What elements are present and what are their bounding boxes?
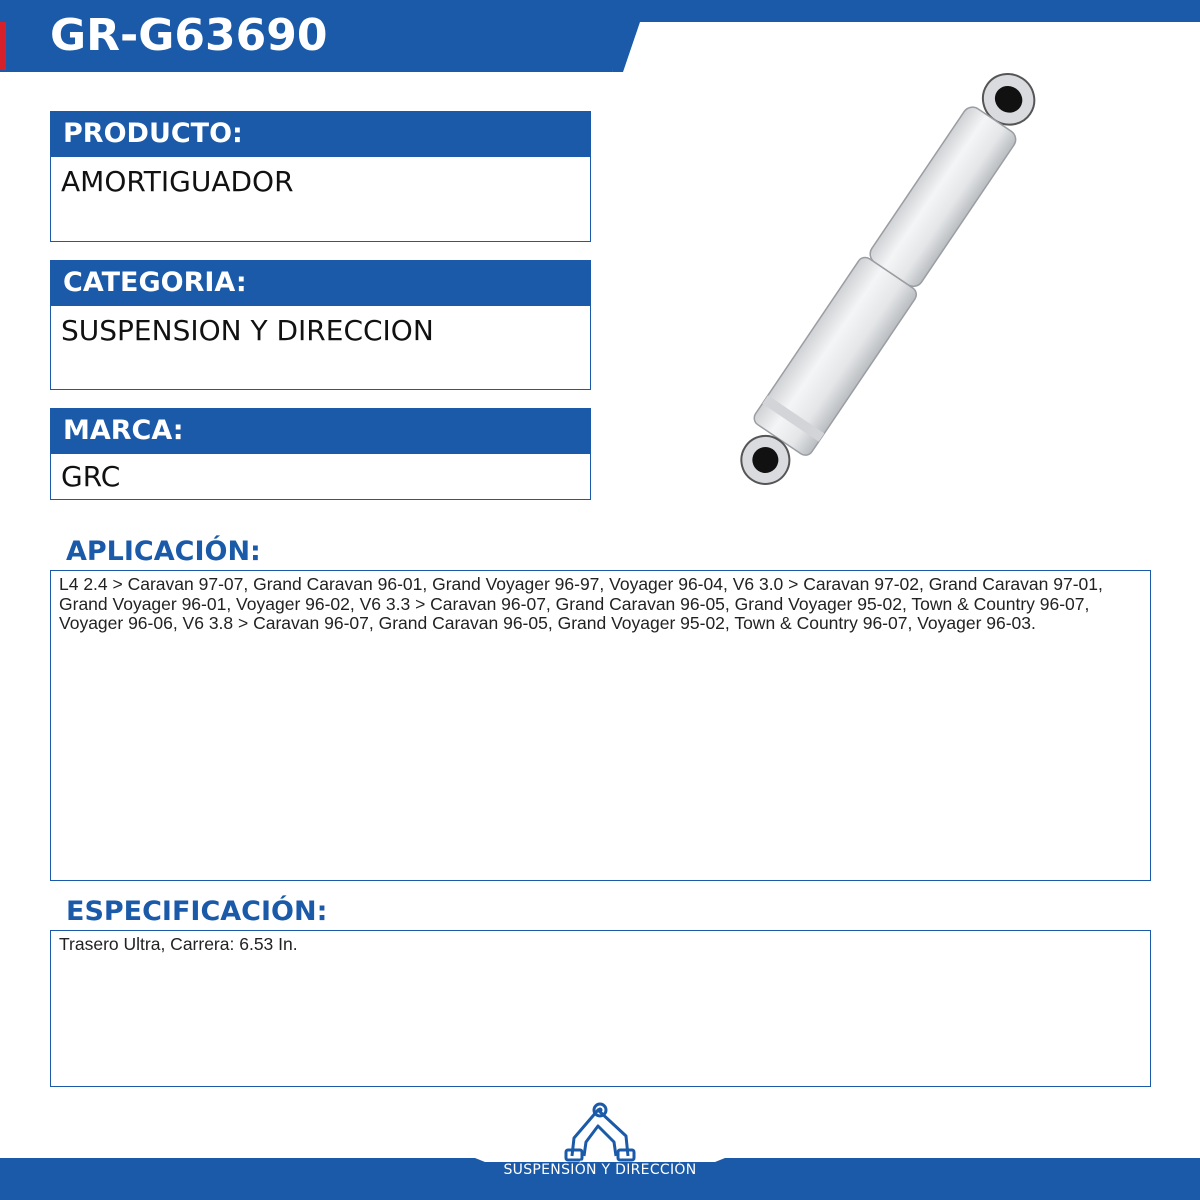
product-label: PRODUCTO: (50, 111, 591, 157)
category-value: SUSPENSION Y DIRECCION (50, 306, 591, 390)
footer-category-label: SUSPENSIÓN Y DIRECCIÓN (503, 1162, 697, 1178)
brand-label: MARCA: (50, 408, 591, 454)
brand-value: GRC (50, 454, 591, 500)
application-title: APLICACIÓN: (66, 536, 261, 567)
part-number-title: GR-G63690 (50, 10, 328, 61)
product-value: AMORTIGUADOR (50, 157, 591, 242)
specification-title: ESPECIFICACIÓN: (66, 896, 328, 927)
accent-stripe (0, 22, 6, 70)
application-text: L4 2.4 > Caravan 97-07, Grand Caravan 96-01, Grand Voyager 96-97, Voyager 96-04, V6 3.0 > Caravan 97-02, Grand Caravan 97-01, Grand Voyager 96-01, Voyager 96-02, V6 3.3 > Caravan 96-07, Grand Caravan 96-05, Grand Voyager 95-02, Town & Country 96-07, Voyager 96-06, V6 3.8 > Caravan 96-07, Grand Caravan 96-05, Grand Voyager 95-02, Town & Country 96-07, Voyager 96-03. (50, 570, 1151, 881)
specification-text: Trasero Ultra, Carrera: 6.53 In. (50, 930, 1151, 1087)
category-label: CATEGORIA: (50, 260, 591, 306)
shock-absorber-image (620, 30, 1140, 550)
control-arm-icon (562, 1098, 638, 1166)
